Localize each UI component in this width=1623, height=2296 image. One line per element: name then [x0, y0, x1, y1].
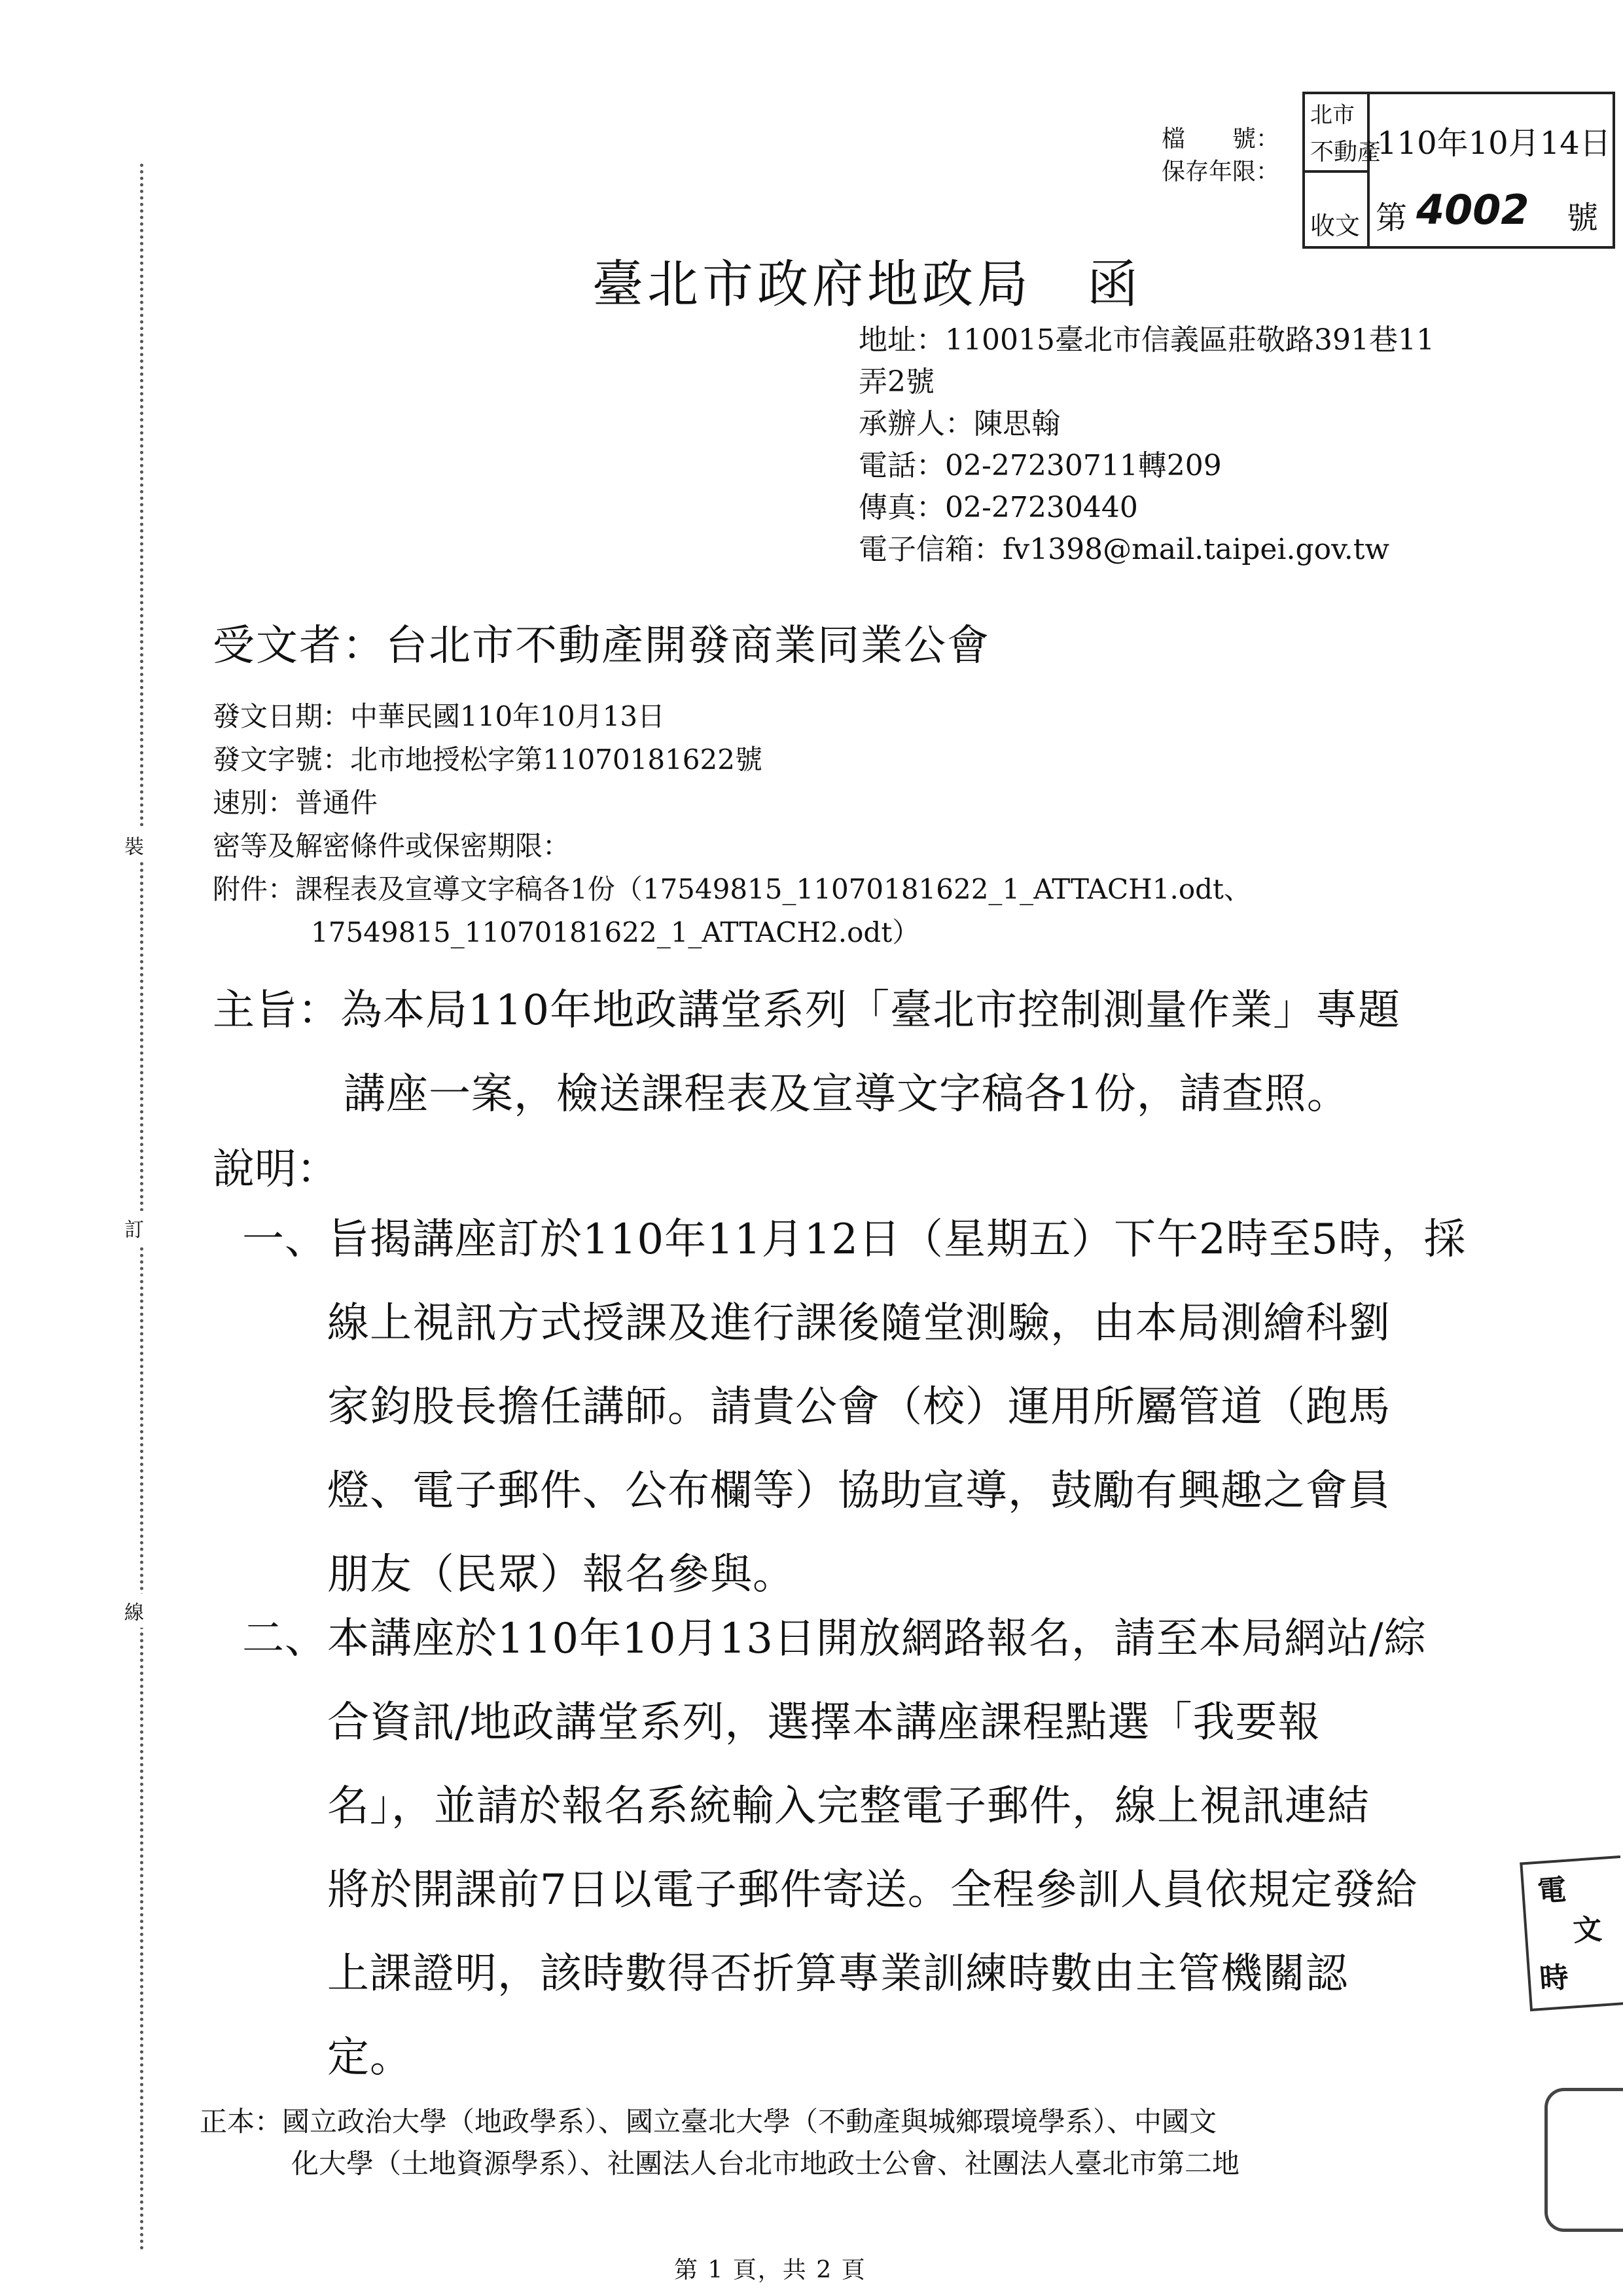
- attachment-line-2: 17549815_11070181622_1_ATTACH2.odt）: [311, 916, 920, 948]
- stamp-received: 收文: [1310, 211, 1361, 240]
- page-number: 第 1 頁，共 2 頁: [674, 2257, 866, 2284]
- cc-line-1: 正本：國立政治大學（地政學系）、國立臺北大學（不動產與城鄉環境學系）、中國文: [200, 2106, 1217, 2138]
- cc-line-2: 化大學（土地資源學系）、社團法人台北市地政士公會、社團法人臺北市第二地: [291, 2147, 1240, 2179]
- item-1-line-2: 線上視訊方式授課及進行課後隨堂測驗，由本局測繪科劉: [327, 1299, 1391, 1348]
- file-info: [1162, 123, 1279, 188]
- email: 電子信箱：fv1398@mail.taipei.gov.tw: [859, 533, 1390, 566]
- subject: [213, 969, 1400, 1136]
- explanation-item-1: [242, 1198, 1466, 1617]
- contact-block: [859, 319, 1435, 571]
- issue-date: 發文日期：中華民國110年10月13日: [213, 700, 666, 732]
- binding-mark-top: 裝: [124, 828, 144, 862]
- edge-stamp-char-2: 文: [1571, 1912, 1603, 1948]
- file-number-label: 檔 號：: [1161, 126, 1279, 152]
- stamp-city: 北市: [1310, 102, 1355, 128]
- item-1-line-1: 一、旨揭講座訂於110年11月12日（星期五）下午2時至5時，採: [242, 1215, 1467, 1264]
- edge-stamp-char-3: 時: [1539, 1960, 1570, 1996]
- secrecy-level: 密等及解密條件或保密期限：: [213, 830, 571, 862]
- explanation-item-2: [242, 1597, 1427, 2100]
- document-number: 發文字號：北市地授松字第11070181622號: [213, 744, 762, 776]
- edge-stamp-char-1: 電: [1536, 1873, 1568, 1909]
- item-2-line-1: 二、本講座於110年10月13日開放網路報名，請至本局網站/綜: [242, 1615, 1427, 1663]
- retention-label: 保存年限：: [1161, 158, 1279, 185]
- item-2-line-6: 定。: [327, 2034, 412, 2082]
- binding-mark-mid: 訂: [124, 1211, 144, 1245]
- attachment-line-1: 附件：課程表及宣導文字稿各1份（17549815_11070181622_1_ATTACH1.odt、: [213, 873, 1251, 905]
- item-2-line-2: 合資訊/地政講堂系列，選擇本講座課程點選「我要報: [327, 1698, 1321, 1747]
- document-title: 臺北市政府地政局 函: [592, 255, 1143, 314]
- distribution-list: [200, 2101, 1240, 2185]
- address-line-2: 弄2號: [859, 365, 935, 399]
- item-2-line-3: 名」，並請於報名系統輸入完整電子郵件，線上視訊連結: [327, 1782, 1370, 1831]
- binding-mark-bottom: 線: [124, 1594, 144, 1628]
- stamp-dept: 不動產: [1310, 139, 1382, 166]
- item-1-line-3: 家鈞股長擔任講師。請貴公會（校）運用所屬管道（跑馬: [327, 1383, 1391, 1431]
- binding-dotted-line: [140, 164, 143, 2251]
- fax: 傳真：02-27230440: [859, 491, 1138, 524]
- stamp-divider-vertical: [1367, 94, 1370, 246]
- stamp-number-prefix: 第: [1376, 200, 1408, 236]
- subject-line-2: 講座一案，檢送課程表及宣導文字稿各1份，請查照。: [344, 1070, 1349, 1119]
- stamp-divider-horizontal: [1305, 170, 1367, 173]
- edge-seal-mark: [1544, 2088, 1623, 2232]
- subject-line-1: 主旨：為本局110年地政講堂系列「臺北市控制測量作業」專題: [213, 986, 1401, 1035]
- electronic-document-stamp: [1520, 1856, 1623, 2011]
- stamp-number-suffix: 號: [1567, 200, 1599, 236]
- stamp-number: 4002: [1416, 186, 1529, 234]
- item-2-line-5: 上課證明，該時數得否折算專業訓練時數由主管機關認: [327, 1950, 1348, 1998]
- speed-class: 速別：普通件: [213, 787, 378, 819]
- item-1-line-5: 朋友（民眾）報名參與。: [327, 1551, 795, 1599]
- explanation-label: 說明：: [213, 1145, 338, 1194]
- receipt-stamp: [1302, 92, 1615, 249]
- address-line-1: 地址：110015臺北市信義區莊敬路391巷11: [859, 323, 1435, 357]
- recipient: 受文者：台北市不動產開發商業同業公會: [213, 622, 990, 670]
- stamp-date: 110年10月14日: [1377, 125, 1611, 162]
- document-meta: [213, 695, 1251, 954]
- phone: 電話：02-27230711轉209: [859, 449, 1222, 482]
- item-2-line-4: 將於開課前7日以電子郵件寄送。全程參訓人員依規定發給: [327, 1866, 1418, 1914]
- item-1-line-4: 燈、電子郵件、公布欄等）協助宣導，鼓勵有興趣之會員: [327, 1467, 1391, 1515]
- handler: 承辦人：陳思翰: [859, 407, 1060, 440]
